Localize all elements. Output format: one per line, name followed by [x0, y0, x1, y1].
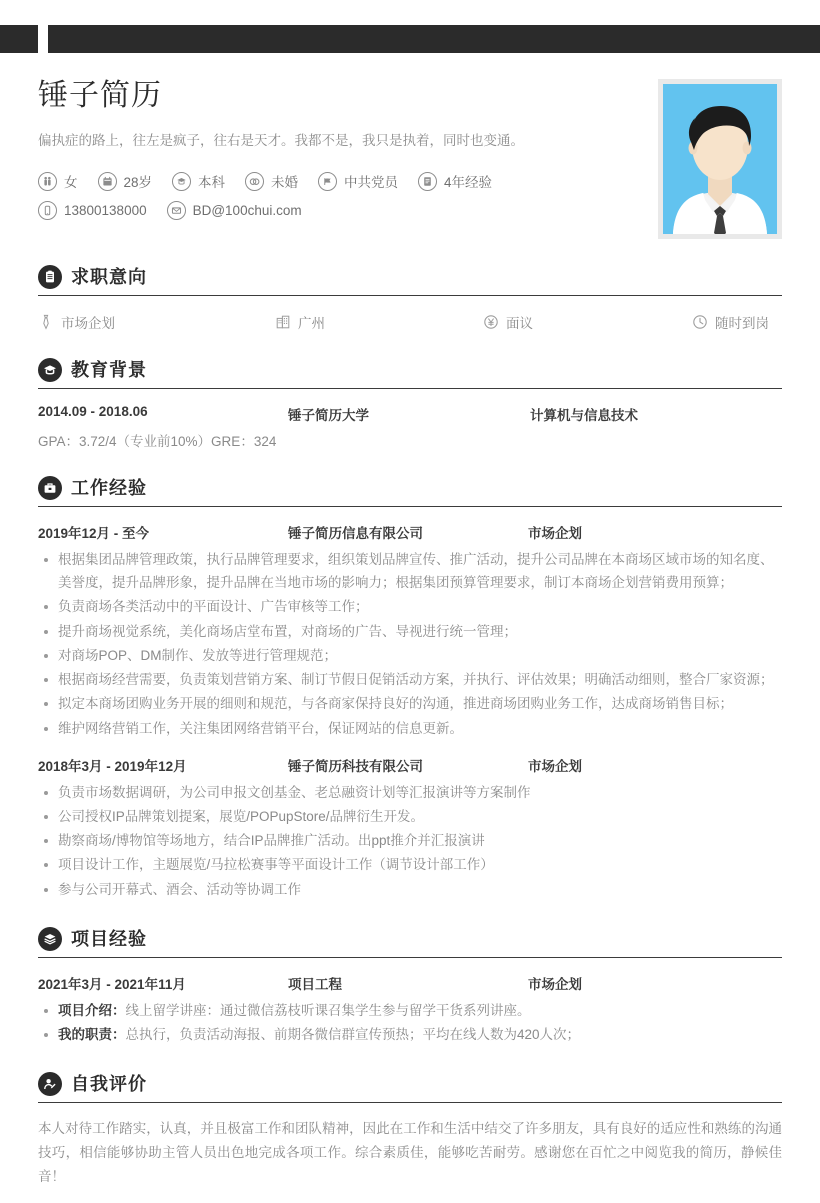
layers-icon [38, 927, 62, 951]
fact-email-label: BD@100chui.com [192, 203, 302, 219]
gender-icon [38, 172, 57, 191]
fact-gender-label: 女 [64, 175, 78, 191]
list-item [38, 999, 782, 1022]
intent-availability-label: 随时到岗 [715, 316, 769, 331]
intent-position [38, 312, 275, 332]
project-role: 市场企划 [528, 976, 582, 992]
experience-icon [418, 172, 437, 191]
clipboard-icon [38, 265, 62, 289]
job-intention-list [38, 312, 782, 332]
header-accent-bar-right [48, 25, 820, 53]
list-item: 拟定本商场团购业务开展的细则和规范，与各商家保持良好的沟通，推进商场团购业务工作，达成商场销售目标； [38, 692, 782, 715]
work-date: 2018年3月 - 2019年12月 [38, 758, 187, 774]
work-role: 市场企划 [528, 758, 582, 774]
clock-icon [692, 314, 708, 330]
section-project-experience [38, 927, 782, 1046]
section-title: 自我评价 [71, 1074, 147, 1095]
education-detail: GPA：3.72/4（专业前10%）GRE：324 [38, 434, 277, 449]
header-accent-bar-left [0, 25, 38, 53]
work-company: 锤子简历科技有限公司 [288, 758, 423, 774]
project-bullet-label: 项目介绍： [58, 1002, 126, 1018]
section-header-education [38, 358, 782, 389]
education-icon [172, 172, 191, 191]
fact-age [98, 171, 153, 191]
fact-marital-label: 未婚 [271, 175, 299, 191]
intent-city [275, 312, 483, 332]
project-name: 项目工程 [288, 976, 342, 992]
graduation-cap-icon [38, 358, 62, 382]
building-icon [275, 314, 291, 330]
education-school: 锤子简历大学 [288, 408, 369, 423]
work-date: 2019年12月 - 至今 [38, 526, 150, 541]
section-self-evaluation [38, 1072, 782, 1189]
project-entry [38, 973, 782, 1046]
fact-party [318, 171, 398, 191]
tie-icon [38, 314, 54, 330]
phone-icon [38, 201, 57, 220]
calendar-icon [98, 172, 117, 191]
tagline: 偏执症的路上，往左是疯子，往右是天才。我都不是，我只是执着，同时也变通。 [38, 133, 524, 148]
education-date: 2014.09 - 2018.06 [38, 404, 148, 419]
fact-phone [38, 201, 147, 220]
fact-age-label: 28岁 [123, 175, 153, 191]
fact-experience-label: 4年经验 [444, 175, 493, 191]
intent-position-label: 市场企划 [61, 316, 115, 331]
list-item: 负责商场各类活动中的平面设计、广告审核等工作； [38, 595, 782, 618]
work-entry-head [38, 755, 782, 775]
briefcase-icon [38, 476, 62, 500]
section-work-experience [38, 476, 782, 901]
work-entry [38, 522, 782, 740]
list-item [38, 1023, 782, 1046]
project-bullet-text: 总执行，负责活动海报、前期各微信群宣传预热；平均在线人数为420人次； [125, 1027, 581, 1043]
section-title: 教育背景 [71, 360, 147, 380]
intent-availability [692, 312, 769, 332]
list-item: 项目设计工作，主题展览/马拉松赛事等平面设计工作（调节设计部工作） [38, 853, 782, 876]
fact-education [172, 171, 225, 191]
list-item: 对商场POP、DM制作、发放等进行管理规范； [38, 644, 782, 667]
identity-header [38, 53, 782, 239]
yen-icon [483, 314, 499, 330]
work-bullet-list [38, 781, 782, 901]
section-header-self-evaluation [38, 1072, 782, 1103]
list-item: 根据集团品牌管理政策，执行品牌管理要求，组织策划品牌宣传、推广活动，提升公司品牌在本商场区域市场的知名度、美誉度，提升品牌形象，提升品牌在当地市场的影响力；根据集团预算管理要求，制订本商场企划营销费用预算； [38, 548, 782, 594]
section-education [38, 358, 782, 450]
page-title: 锤子简历 [38, 79, 162, 112]
list-item: 参与公司开幕式、酒会、活动等协调工作 [38, 878, 782, 901]
intent-city-label: 广州 [298, 316, 325, 331]
fact-education-label: 本科 [198, 175, 226, 191]
intent-salary-label: 面议 [506, 316, 533, 331]
section-job-intention [38, 265, 782, 332]
fact-email [167, 201, 302, 220]
identity-block [38, 79, 658, 230]
education-major: 计算机与信息技术 [530, 408, 638, 423]
project-bullet-list [38, 999, 782, 1046]
work-entry [38, 755, 782, 901]
email-icon [167, 201, 186, 220]
list-item: 提升商场视觉系统，美化商场店堂布置，对商场的广告、导视进行统一管理； [38, 620, 782, 643]
party-icon [318, 172, 337, 191]
list-item: 负责市场数据调研，为公司申报文创基金、老总融资计划等汇报演讲等方案制作 [38, 781, 782, 804]
list-item: 根据商场经营需要，负责策划营销方案、制订节假日促销活动方案，并执行、评估效果；明确活动细则，整合厂家资源； [38, 668, 782, 691]
work-company: 锤子简历信息有限公司 [288, 526, 423, 541]
work-bullet-list [38, 548, 782, 740]
section-header-work-experience [38, 476, 782, 507]
fact-list [38, 171, 638, 230]
project-bullet-text: 线上留学讲座：通过微信荔枝听课召集学生参与留学干货系列讲座。 [125, 1002, 531, 1018]
marital-icon [245, 172, 264, 191]
fact-gender [38, 171, 78, 191]
fact-phone-label: 13800138000 [64, 203, 147, 219]
project-bullet-label: 我的职责： [58, 1027, 126, 1043]
section-title: 工作经验 [71, 478, 147, 498]
list-item: 维护网络营销工作，关注集团网络营销平台，保证网站的信息更新。 [38, 717, 782, 740]
fact-experience [418, 171, 492, 191]
project-entry-head [38, 973, 782, 993]
section-header-job-intention [38, 265, 782, 296]
education-entry-head [38, 404, 782, 424]
education-entry [38, 404, 782, 450]
avatar [658, 79, 782, 239]
avatar-illustration [663, 84, 777, 234]
section-header-project-experience [38, 927, 782, 958]
fact-party-label: 中共党员 [344, 175, 399, 191]
project-date: 2021年3月 - 2021年11月 [38, 976, 186, 992]
person-edit-icon [38, 1072, 62, 1096]
work-role: 市场企划 [528, 526, 582, 541]
intent-salary [483, 312, 692, 332]
list-item: 公司授权IP品牌策划提案，展览/POPupStore/品牌衍生开发。 [38, 805, 782, 828]
self-evaluation-text: 本人对待工作踏实，认真，并且极富工作和团队精神，因此在工作和生活中结交了许多朋友，具有良好的适应性和熟练的沟通技巧，相信能够协助主管人员出色地完成各项工作。综合素质佳，能够吃苦耐劳。感谢您在百忙之中阅览我的简历，静候佳音！ [38, 1121, 782, 1185]
section-title: 项目经验 [71, 928, 147, 949]
resume-page [0, 53, 820, 1203]
section-title: 求职意向 [71, 267, 147, 287]
work-entry-head [38, 522, 782, 542]
list-item: 勘察商场/博物馆等场地方，结合IP品牌推广活动。出ppt推介并汇报演讲 [38, 829, 782, 852]
fact-marital [245, 171, 298, 191]
